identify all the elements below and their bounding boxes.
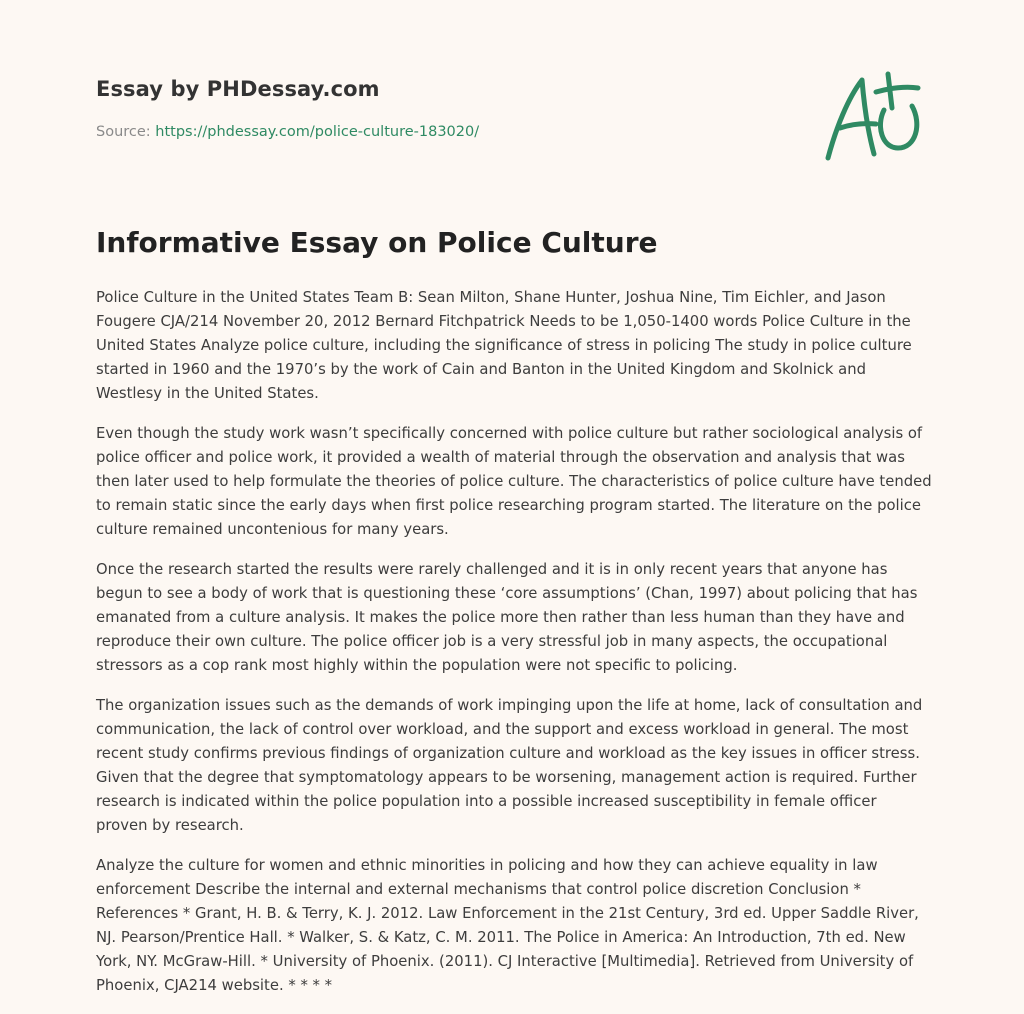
source-link[interactable]: https://phdessay.com/police-culture-183020/ (155, 124, 480, 140)
source-line (96, 124, 479, 140)
essay-paragraph: Even though the study work wasn’t specifically concerned with police culture but rather sociological analysis of police officer and police work, it provided a wealth of material through the observation and analysis that was then later used to help formulate the theories of police culture. The characteristics of police culture have tended to remain static since the early days when first police researching program started. The literature on the police culture remained uncontenious for many years. (96, 425, 932, 538)
essay-body (96, 286, 932, 1014)
essay-paragraph: Police Culture in the United States Team B: Sean Milton, Shane Hunter, Joshua Nine, Tim Eichler, and Jason Fougere CJA/214 November 20, 2012 Bernard Fitchpatrick Needs to be 1,050-1400 words Police Culture in the United States Analyze police culture, including the significance of stress in policing The study in police culture started in 1960 and the 1970’s by the work of Cain and Banton in the United Kingdom and Skolnick and Westlesy in the United States. (96, 289, 912, 402)
essay-paragraph: Analyze the culture for women and ethnic minorities in policing and how they can achieve equality in law enforcement Describe the internal and external mechanisms that control police discretion Conclusion * References * Grant, H. B. & Terry, K. J. 2012. Law Enforcement in the 21st Century, 3rd ed. Upper Saddle River, NJ. Pearson/Prentice Hall. * Walker, S. & Katz, C. M. 2011. The Police in America: An Introduction, 7th ed. New York, NY. McGraw-Hill. * University of Phoenix. (2011). CJ Interactive [Multimedia]. Retrieved from University of Phoenix, CJA214 website. * * * * (96, 857, 919, 994)
essay-title: Informative Essay on Police Culture (96, 226, 658, 259)
essay-paragraph: Once the research started the results were rarely challenged and it is in only recent years that anyone has begun to see a body of work that is questioning these ‘core assumptions’ (Chan, 1997) about policing that has emanated from a culture analysis. It makes the police more then rather than less human than they have and reproduce their own culture. The police officer job is a very stressful job in many aspects, the occupational stressors as a cop rank most highly within the population were not specific to policing. (96, 561, 918, 674)
a-plus-logo-icon (818, 66, 930, 166)
source-label: Source: (96, 124, 156, 140)
site-title: Essay by PHDessay.com (96, 77, 380, 101)
essay-paragraph: The organization issues such as the demands of work impinging upon the life at home, lack of consultation and communication, the lack of control over workload, and the support and excess workload in general. The most recent study confirms previous findings of organization culture and workload as the key issues in officer stress. Given that the degree that symptomatology appears to be worsening, management action is required. Further research is indicated within the police population into a possible increased susceptibility in female officer proven by research. (96, 697, 923, 834)
